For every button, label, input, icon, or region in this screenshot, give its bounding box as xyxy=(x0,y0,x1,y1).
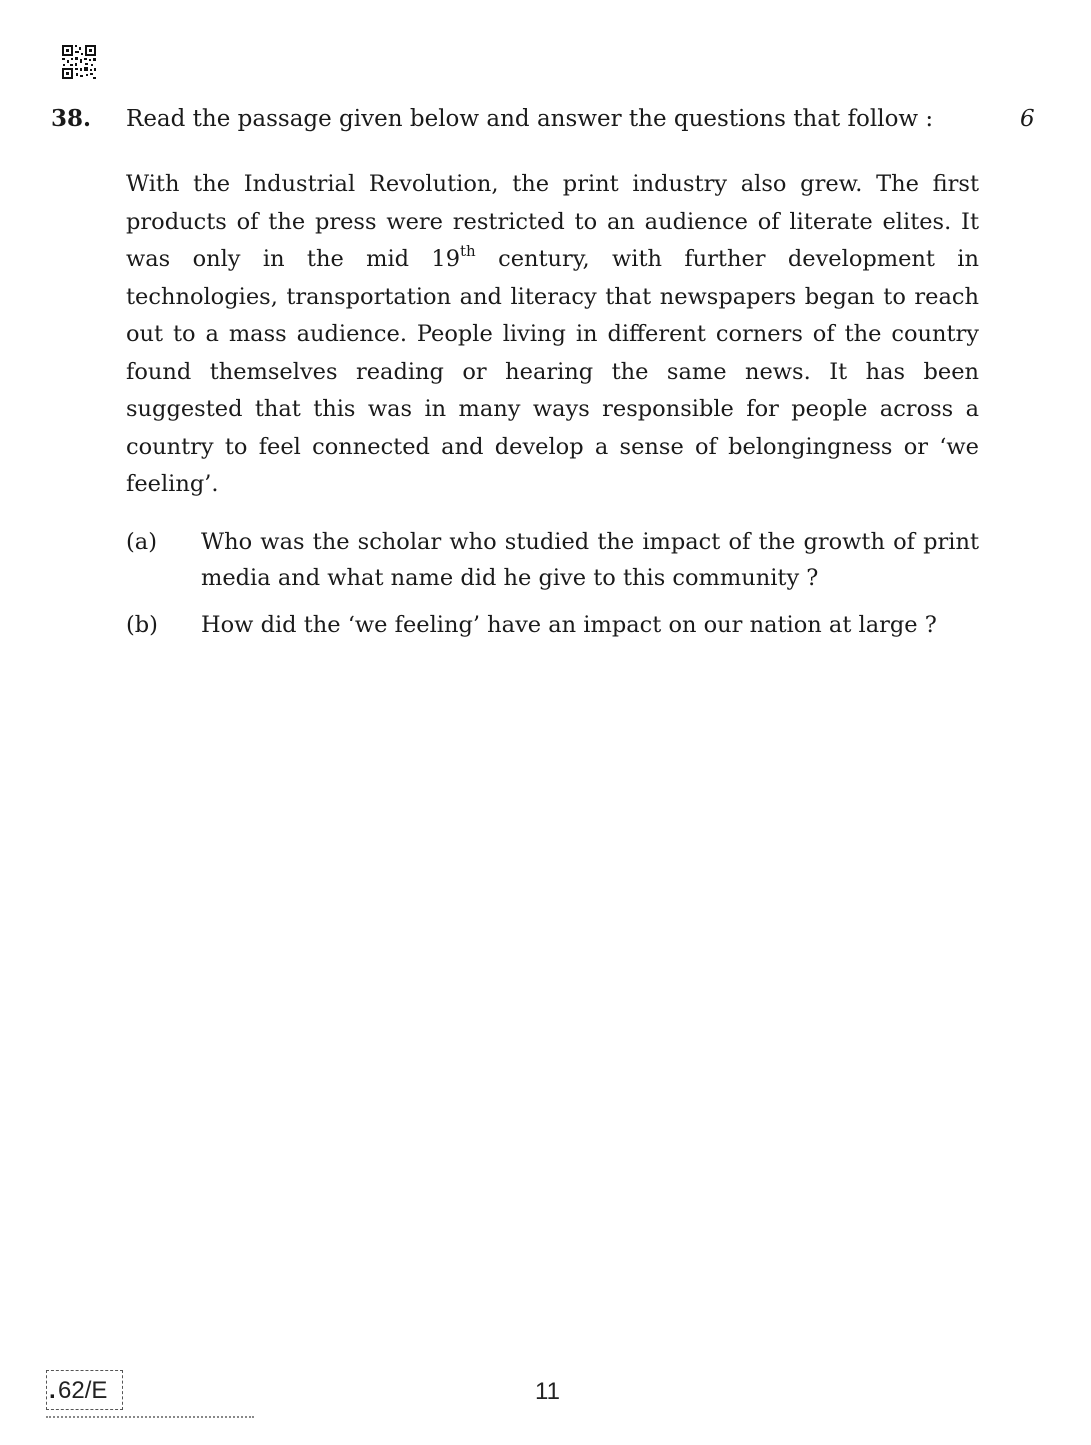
footer-divider xyxy=(46,1416,254,1418)
paper-code: 62/E xyxy=(58,1377,108,1404)
passage-part-1: With the Industrial Revolution, the print industry also grew. The first products of the press were restricted to an audience of literate elites. It was only in the mid 19 xyxy=(126,171,979,272)
sub-question-a xyxy=(126,524,979,596)
sub-question-b xyxy=(126,607,979,643)
page-number: 11 xyxy=(535,1378,560,1405)
sub-question-label: (a) xyxy=(126,529,157,555)
qr-code-icon xyxy=(61,44,97,80)
passage-part-2: century, with further development in technologies, transportation and literacy that newspapers began to reach out to a mass audience. People living in different corners of the country found themselves reading or hearing the same news. It has been suggested that this was in many ways responsible for people across a country to feel connected and develop a sense of belongingness or ‘we feeling’. xyxy=(126,246,979,497)
passage-superscript: th xyxy=(460,242,476,260)
question-stem: Read the passage given below and answer the questions that follow : xyxy=(126,106,934,132)
sub-question-label: (b) xyxy=(126,612,158,638)
passage xyxy=(126,166,979,504)
question-number: 38. xyxy=(51,105,92,132)
sub-question-text: Who was the scholar who studied the impact of the growth of print media and what name did he give to this community ? xyxy=(201,529,979,591)
sub-question-text: How did the ‘we feeling’ have an impact on our nation at large ? xyxy=(201,612,937,638)
question-marks: 6 xyxy=(1020,106,1035,132)
paper-code-dot: . xyxy=(49,1377,56,1404)
passage-text xyxy=(126,166,979,504)
